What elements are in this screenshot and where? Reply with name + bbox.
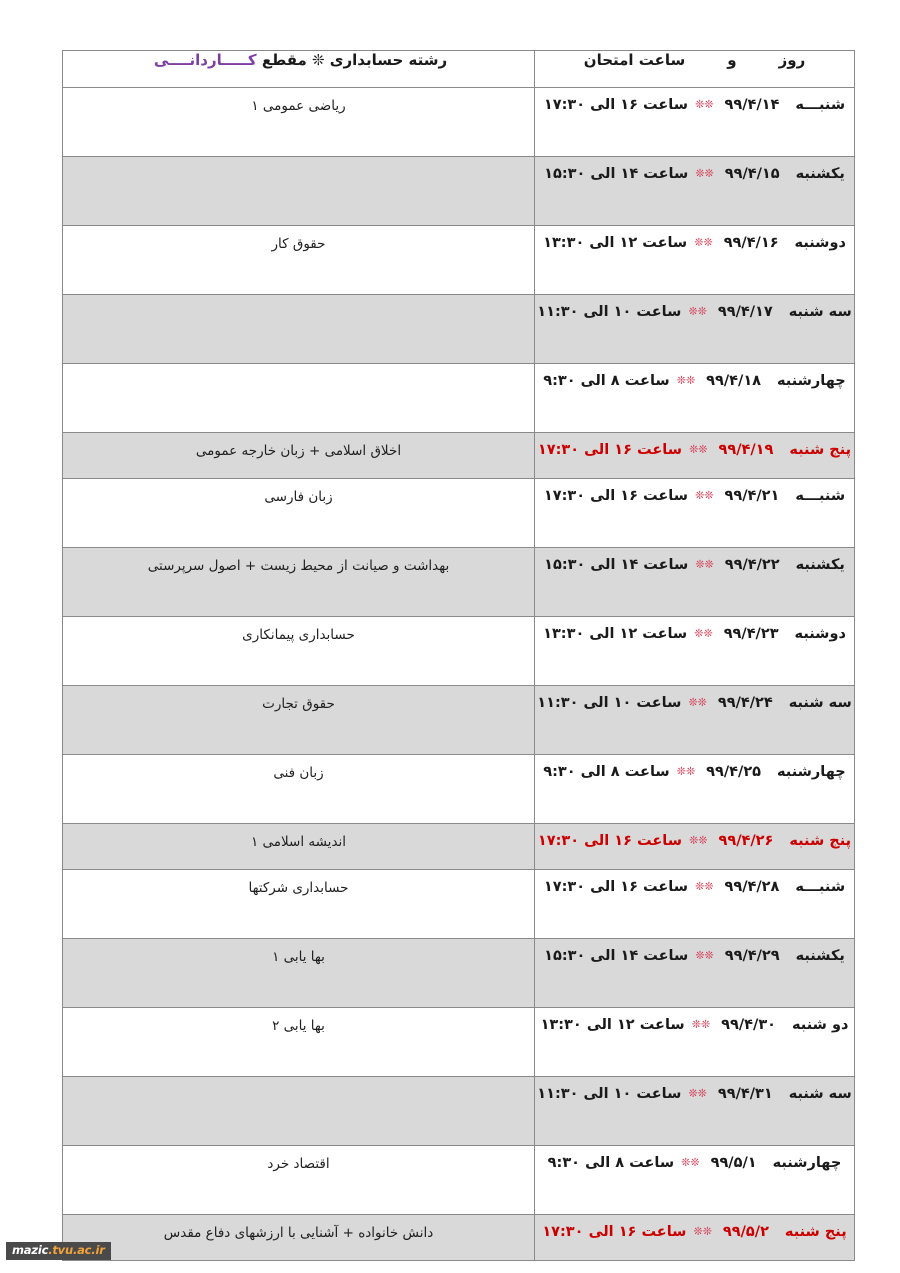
exam-datetime-cell	[535, 686, 855, 755]
exam-time: ساعت ۱۰ الی ۱۱:۳۰	[537, 304, 682, 320]
exam-day: پنج شنبه	[784, 1224, 847, 1240]
table-row	[63, 364, 855, 433]
exam-time: ساعت ۸ الی ۹:۳۰	[543, 764, 670, 780]
flower-separator-icon: ❊❊	[695, 949, 714, 962]
exam-time: ساعت ۱۶ الی ۱۷:۳۰	[543, 879, 688, 895]
flower-separator-icon: ❊❊	[695, 98, 714, 111]
flower-separator-icon: ❊❊	[689, 834, 708, 847]
exam-date: ۹۹/۴/۱۶	[723, 235, 779, 251]
table-row	[63, 617, 855, 686]
flower-separator-icon: ❊❊	[676, 765, 696, 778]
exam-subject-cell: اندیشه اسلامی ۱	[63, 824, 535, 870]
exam-date: ۹۹/۴/۲۶	[718, 833, 774, 849]
exam-subject-cell	[63, 295, 535, 364]
exam-time: ساعت ۱۶ الی ۱۷:۳۰	[537, 833, 682, 849]
exam-day: یکشنبه	[795, 948, 845, 964]
table-body	[63, 88, 855, 1261]
exam-time: ساعت ۱۴ الی ۱۵:۳۰	[544, 166, 689, 182]
table-header	[63, 51, 855, 88]
exam-time: ساعت ۱۴ الی ۱۵:۳۰	[544, 557, 689, 573]
table-row	[63, 1215, 855, 1261]
table-row	[63, 433, 855, 479]
exam-time: ساعت ۱۲ الی ۱۳:۳۰	[543, 235, 688, 251]
exam-day: سه شنبه	[788, 1086, 852, 1102]
exam-day: پنج شنبه	[789, 833, 852, 849]
exam-date: ۹۹/۴/۲۹	[724, 948, 780, 964]
exam-day: شنبـــه	[795, 488, 846, 504]
table-row	[63, 1077, 855, 1146]
exam-date: ۹۹/۴/۱۵	[724, 166, 780, 182]
exam-subject-cell: حقوق کار	[63, 226, 535, 295]
exam-date: ۹۹/۴/۲۱	[724, 488, 780, 504]
exam-day: شنبـــه	[795, 879, 846, 895]
exam-datetime-cell	[535, 88, 855, 157]
exam-datetime-cell	[535, 870, 855, 939]
exam-datetime-cell	[535, 364, 855, 433]
exam-datetime-cell	[535, 1146, 855, 1215]
exam-date: ۹۹/۴/۲۴	[717, 695, 773, 711]
table-row	[63, 226, 855, 295]
exam-date: ۹۹/۴/۲۳	[723, 626, 779, 642]
table-row	[63, 755, 855, 824]
exam-date: ۹۹/۴/۱۴	[724, 97, 780, 113]
flower-separator-icon: ❊❊	[694, 236, 713, 249]
exam-subject-cell: دانش خانواده + آشنایی با ارزشهای دفاع مقدس	[63, 1215, 535, 1261]
exam-date: ۹۹/۴/۱۸	[706, 373, 762, 389]
flower-separator-icon: ❊❊	[688, 1087, 707, 1100]
exam-datetime-cell	[535, 548, 855, 617]
exam-time: ساعت ۱۴ الی ۱۵:۳۰	[544, 948, 689, 964]
exam-day: چهارشنبه	[777, 764, 846, 780]
table-row	[63, 1008, 855, 1077]
exam-day: سه شنبه	[788, 695, 852, 711]
exam-subject-cell: اخلاق اسلامی + زبان خارجه عمومی	[63, 433, 535, 479]
table-row	[63, 157, 855, 226]
exam-day: سه شنبه	[788, 304, 852, 320]
exam-time: ساعت ۱۶ الی ۱۷:۳۰	[537, 442, 682, 458]
table-row	[63, 548, 855, 617]
table-row	[63, 479, 855, 548]
flower-separator-icon: ❊❊	[676, 374, 696, 387]
exam-datetime-cell	[535, 1077, 855, 1146]
exam-date: ۹۹/۴/۳۰	[721, 1017, 777, 1033]
site-watermark	[6, 1242, 111, 1260]
exam-subject-cell: بها یابی ۱	[63, 939, 535, 1008]
exam-subject-cell: زبان فارسی	[63, 479, 535, 548]
exam-day: شنبـــه	[795, 97, 846, 113]
flower-separator-icon: ❊❊	[695, 167, 714, 180]
flower-separator-icon: ❊❊	[689, 443, 708, 456]
watermark-domain: .tvu.ac.ir	[48, 1243, 105, 1257]
exam-day: پنج شنبه	[789, 442, 852, 458]
exam-date: ۹۹/۴/۱۹	[718, 442, 774, 458]
table-row	[63, 686, 855, 755]
flower-separator-icon: ❊❊	[691, 1018, 711, 1031]
exam-time: ساعت ۱۲ الی ۱۳:۳۰	[543, 626, 688, 642]
exam-datetime-cell	[535, 824, 855, 870]
exam-time: ساعت ۱۲ الی ۱۳:۳۰	[540, 1017, 685, 1033]
exam-subject-cell	[63, 157, 535, 226]
exam-time: ساعت ۸ الی ۹:۳۰	[543, 373, 670, 389]
flower-separator-icon: ❊❊	[688, 305, 707, 318]
exam-day: چهارشنبه	[777, 373, 846, 389]
exam-subject-cell: ریاضی عمومی ۱	[63, 88, 535, 157]
flower-separator-icon: ❊❊	[695, 880, 714, 893]
exam-subject-cell: حسابداری شرکتها	[63, 870, 535, 939]
exam-datetime-cell	[535, 479, 855, 548]
header-cell-subject	[63, 51, 535, 88]
header-label-exam-time: ساعت امتحان	[583, 51, 686, 69]
exam-day: دو شنبه	[792, 1017, 849, 1033]
exam-date: ۹۹/۴/۲۸	[724, 879, 780, 895]
table-row	[63, 88, 855, 157]
flower-separator-icon: ❊❊	[688, 696, 707, 709]
table-row	[63, 295, 855, 364]
exam-day: دوشنبه	[794, 626, 846, 642]
exam-day: دوشنبه	[794, 235, 846, 251]
exam-subject-cell: اقتصاد خرد	[63, 1146, 535, 1215]
exam-time: ساعت ۱۰ الی ۱۱:۳۰	[537, 695, 682, 711]
exam-time: ساعت ۱۶ الی ۱۷:۳۰	[543, 488, 688, 504]
exam-datetime-cell	[535, 755, 855, 824]
exam-schedule-table	[62, 50, 855, 1261]
exam-subject-cell: زبان فنی	[63, 755, 535, 824]
exam-time: ساعت ۱۰ الی ۱۱:۳۰	[537, 1086, 682, 1102]
exam-datetime-cell	[535, 226, 855, 295]
exam-subject-cell: بها یابی ۲	[63, 1008, 535, 1077]
exam-datetime-cell	[535, 617, 855, 686]
exam-time: ساعت ۱۶ الی ۱۷:۳۰	[543, 97, 688, 113]
flower-separator-icon: ❊❊	[681, 1156, 700, 1169]
exam-date: ۹۹/۵/۲	[722, 1224, 769, 1240]
exam-datetime-cell	[535, 939, 855, 1008]
exam-datetime-cell	[535, 157, 855, 226]
flower-separator-icon: ❊❊	[695, 489, 714, 502]
exam-subject-cell: حسابداری پیمانکاری	[63, 617, 535, 686]
exam-datetime-cell	[535, 1008, 855, 1077]
watermark-name: mazic	[12, 1243, 49, 1257]
exam-date: ۹۹/۴/۱۷	[717, 304, 773, 320]
exam-subject-cell	[63, 1077, 535, 1146]
exam-date: ۹۹/۵/۱	[710, 1155, 757, 1171]
flower-separator-icon: ❊❊	[693, 1225, 712, 1238]
table-row	[63, 824, 855, 870]
exam-date: ۹۹/۴/۲۵	[706, 764, 762, 780]
exam-time: ساعت ۸ الی ۹:۳۰	[547, 1155, 675, 1171]
table-row	[63, 870, 855, 939]
flower-separator-icon: ❊❊	[695, 558, 714, 571]
header-label-degree: کـــــاردانــــی	[153, 51, 257, 69]
header-label-day: روز	[778, 51, 806, 69]
exam-date: ۹۹/۴/۲۲	[724, 557, 780, 573]
header-cell-time	[535, 51, 855, 88]
exam-day: یکشنبه	[795, 166, 845, 182]
exam-datetime-cell	[535, 1215, 855, 1261]
exam-subject-cell: بهداشت و صیانت از محیط زیست + اصول سرپرستی	[63, 548, 535, 617]
exam-time: ساعت ۱۶ الی ۱۷:۳۰	[542, 1224, 687, 1240]
exam-day: چهارشنبه	[772, 1155, 842, 1171]
flower-separator-icon: ❊❊	[694, 627, 713, 640]
header-row	[63, 51, 855, 88]
exam-subject-cell	[63, 364, 535, 433]
header-label-field: رشته حسابداری ❊ مقطع	[256, 51, 448, 69]
exam-datetime-cell	[535, 433, 855, 479]
exam-subject-cell: حقوق تجارت	[63, 686, 535, 755]
exam-day: یکشنبه	[795, 557, 845, 573]
header-label-and: و	[727, 51, 737, 69]
exam-datetime-cell	[535, 295, 855, 364]
exam-date: ۹۹/۴/۳۱	[717, 1086, 773, 1102]
table-row	[63, 1146, 855, 1215]
table-row	[63, 939, 855, 1008]
